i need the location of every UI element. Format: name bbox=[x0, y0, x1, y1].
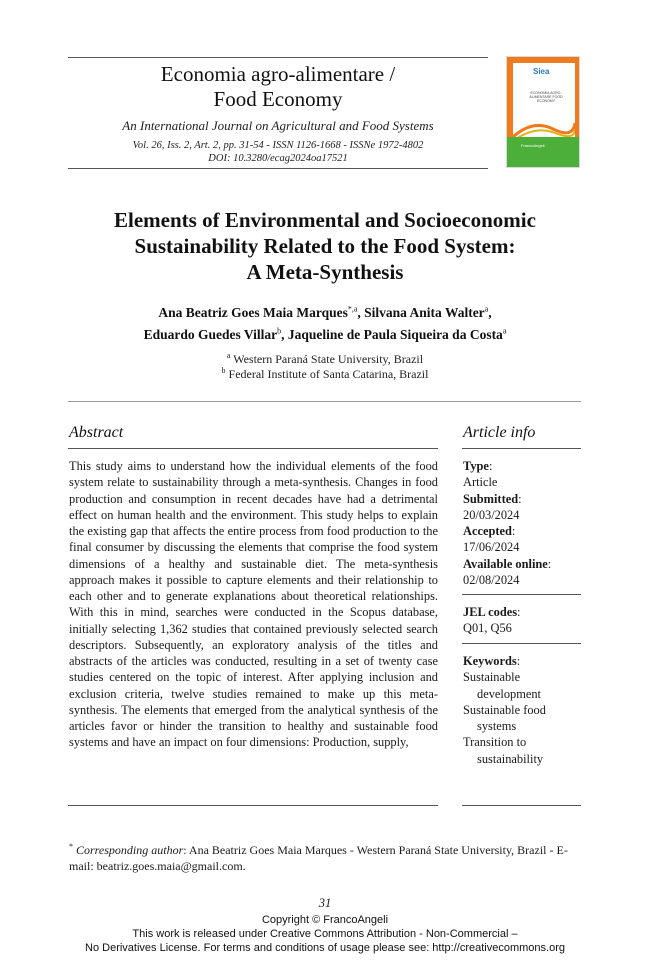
keywords-label: Keywords bbox=[463, 654, 517, 668]
abstract-heading: Abstract bbox=[69, 424, 124, 441]
jel-codes: JEL codes: Q01, Q56 bbox=[463, 604, 581, 637]
paper-title-line3: A Meta-Synthesis bbox=[246, 260, 404, 284]
abstract-text: This study aims to understand how the individual elements of the food system relate to sustainability through a meta-synthesis. Changes in food production and consumption in recent decades have had a detrimental effect on human health and the environment. This study helps to explain the existing gap that affects the entire process from food production to the final consumer by discussing the elements that comprise the food system dimensions of a healthy and sustainable diet. The meta-synthesis approach makes it possible to capture elements and their relationship to each other and to generate explanations about theoretical relationships. With this in mind, searches were conducted in the Scopus database, initially selecting 1,362 studies that contained previously selected search descriptors. Subsequently, an exploratory analysis of the titles and abstracts of the articles was conducted, resulting in a set of twenty case studies centered on the topic of interest. After applying inclusion and exclusion criteria, twelve studies remained to make up this meta-synthesis. The elements that emerged from the analytical synthesis of the articles favor or hinder the transition to healthy and sustainable food systems and have an impact on four dimensions: Production, supply, bbox=[69, 459, 438, 750]
page-number: 31 bbox=[318, 896, 332, 910]
journal-cover-image bbox=[506, 56, 580, 168]
license-line-2: No Derivatives License. For terms and conditions of usage please see: http://creativecommons.org bbox=[85, 942, 565, 954]
header-bottom-rule bbox=[68, 168, 488, 169]
author-name: Jaqueline de Paula Siqueira da Costa bbox=[287, 327, 503, 342]
author-name: Ana Beatriz Goes Maia Marques bbox=[158, 305, 348, 320]
journal-title-line1: Economia agro-alimentare / bbox=[160, 62, 396, 86]
license-line-1: This work is released under Creative Commons Attribution - Non-Commercial – bbox=[132, 928, 518, 940]
accepted-label: Accepted bbox=[463, 524, 512, 538]
affiliations bbox=[40, 352, 610, 382]
keywords-block: Keywords: Sustainable development Sustainable food systems Transition to sustainability bbox=[463, 653, 581, 767]
type-label: Type bbox=[463, 459, 489, 473]
affil-sup: b bbox=[221, 366, 226, 375]
keyword-item: Sustainable food systems bbox=[463, 702, 546, 733]
submitted-label: Submitted bbox=[463, 491, 519, 506]
article-info-dates: Type: Article Submitted: 20/03/2024 Accepted: 17/06/2024 Available online: 02/08/2024 bbox=[463, 458, 581, 588]
journal-doi: DOI: 10.3280/ecag2024oa17521 bbox=[208, 153, 348, 164]
online-value: 02/08/2024 bbox=[463, 572, 520, 587]
author-list: Ana Beatriz Goes Maia Marques$^{*,a}$, Silvana Anita Walter$^a$, Eduardo Guedes Villar$^b$, Jaqueline de Paula Siqueira da Costa$^a$ bbox=[143, 304, 507, 342]
jel-label: JEL codes bbox=[463, 605, 518, 619]
journal-volume-line: Vol. 26, Iss. 2, Art. 2, pp. 31-54 - ISSN 1126-1668 - ISSNe 1972-4802 bbox=[132, 140, 424, 151]
affiliation-a: Western Paraná State University, Brazil bbox=[233, 352, 424, 366]
cover-title: ECONOMIA AGRO-ALIMENTARE FOOD ECONOMY bbox=[529, 91, 563, 103]
abstract-bottom-rule bbox=[68, 805, 438, 806]
author-sup: b bbox=[277, 326, 282, 336]
paper-title-line2: Sustainability Related to the Food System: bbox=[134, 234, 516, 258]
footnote-label: Corresponding author bbox=[76, 843, 184, 857]
corresponding-author-footnote bbox=[69, 842, 583, 874]
cover-green-band bbox=[507, 137, 580, 168]
paper-title-line1: Elements of Environmental and Socioeconomic bbox=[114, 208, 536, 232]
keyword-item: Sustainable development bbox=[463, 670, 541, 701]
footnote-marker: * bbox=[69, 842, 73, 851]
journal-title-line2: Food Economy bbox=[213, 87, 343, 111]
footnote-text: : Ana Beatriz Goes Maia Marques - Western Paraná State University, Brazil - E-mail: beatriz.goes.maia@gmail.com. bbox=[69, 843, 568, 873]
author-sup: a bbox=[502, 326, 507, 336]
keyword-item: Transition to sustainability bbox=[463, 735, 544, 766]
type-value: Article bbox=[463, 475, 498, 490]
siea-logo: Siea bbox=[533, 67, 550, 76]
article-info-heading: Article info bbox=[463, 424, 536, 441]
info-bottom-rule bbox=[462, 805, 581, 806]
affil-sup: a bbox=[226, 351, 231, 360]
submitted-value: 20/03/2024 bbox=[463, 507, 520, 522]
author-sup: a bbox=[484, 304, 489, 314]
info-rule-2 bbox=[462, 643, 581, 644]
article-info-heading-rule bbox=[462, 448, 581, 449]
journal-title bbox=[68, 62, 488, 112]
abstract-heading-rule bbox=[68, 448, 438, 449]
author-sup: *,a bbox=[347, 304, 358, 314]
cover-publisher: FrancoAngeli bbox=[521, 143, 545, 148]
author-name: Eduardo Guedes Villar bbox=[143, 327, 278, 342]
journal-subtitle: An International Journal on Agricultural and Food Systems bbox=[122, 118, 434, 133]
affiliation-b: Federal Institute of Santa Catarina, Brazil bbox=[228, 367, 429, 381]
accepted-value: 17/06/2024 bbox=[463, 540, 520, 555]
paper-title bbox=[40, 207, 610, 285]
online-label: Available online bbox=[463, 556, 548, 571]
copyright-line: Copyright © FrancoAngeli bbox=[261, 914, 389, 926]
jel-value: Q01, Q56 bbox=[463, 621, 512, 636]
author-name: Silvana Anita Walter bbox=[364, 305, 485, 320]
header-top-rule bbox=[68, 57, 488, 58]
info-rule-1 bbox=[462, 594, 581, 595]
title-block-rule bbox=[68, 401, 581, 402]
